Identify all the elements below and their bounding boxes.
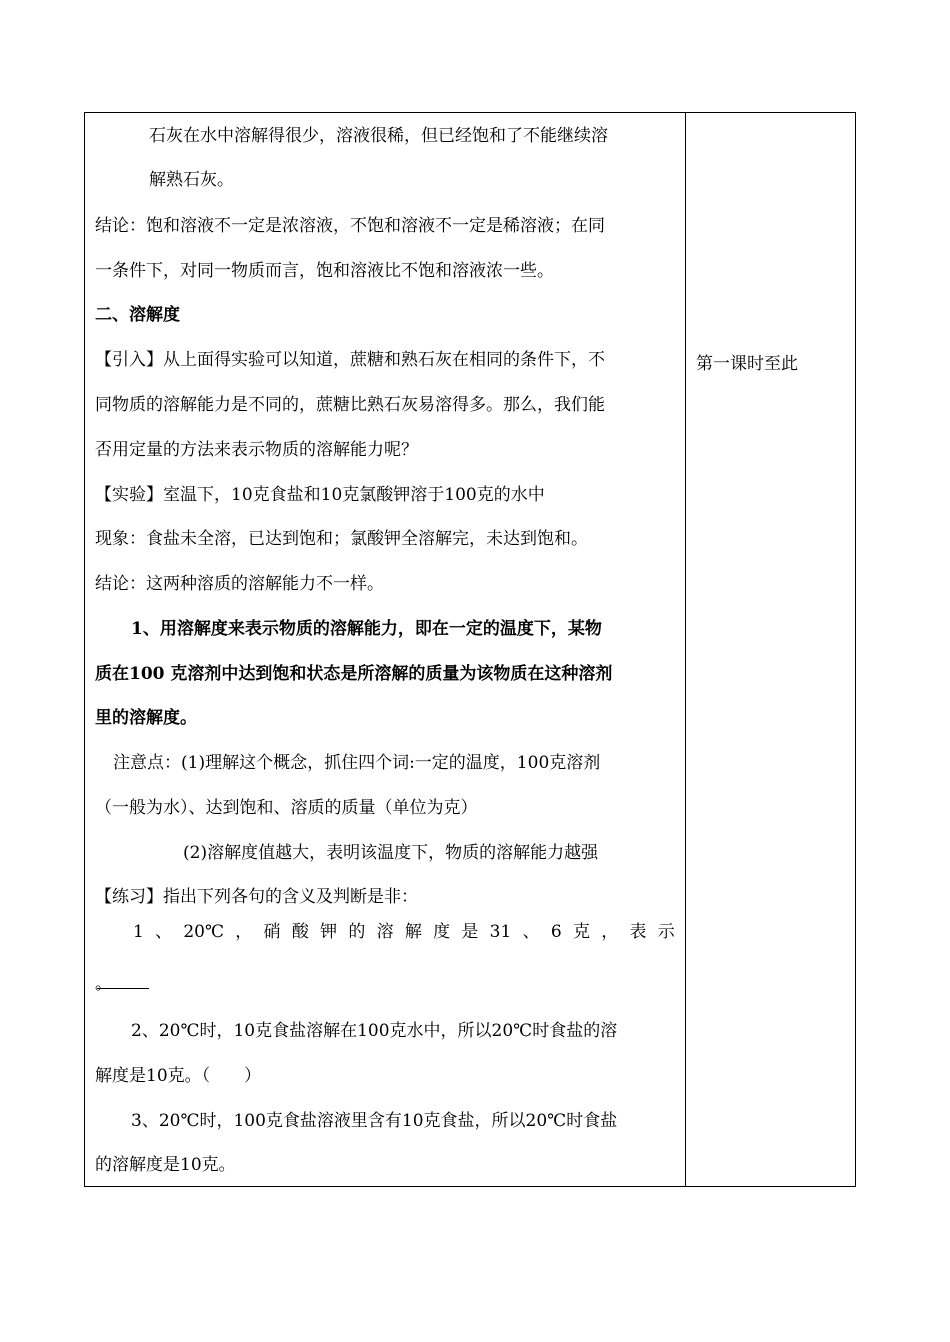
definition-line: 1、用溶解度来表示物质的溶解能力，即在一定的温度下，某物	[131, 619, 602, 639]
text-line: 否用定量的方法来表示物质的溶解能力呢？	[95, 440, 418, 460]
text-line: 结论：饱和溶液不一定是浓溶液，不饱和溶液不一定是稀溶液；在同	[95, 216, 605, 236]
answer-blank-line: 。	[95, 973, 112, 995]
column-divider	[685, 113, 686, 1186]
text-line: 的溶解度是10克。	[95, 1155, 236, 1175]
lesson-table	[84, 112, 856, 1187]
text-line: 解度是10克。（ ）	[95, 1066, 262, 1086]
text-line: 结论：这两种溶质的溶解能力不一样。	[95, 574, 384, 594]
text-line: （一般为水）、达到饱和、溶质的质量（单位为克）	[95, 798, 478, 818]
text-line: 2、20℃时，10克食盐溶解在100克水中，所以20℃时食盐的溶	[131, 1021, 618, 1041]
side-note: 第一课时至此	[696, 354, 798, 374]
definition-line: 里的溶解度。	[95, 708, 197, 728]
text-line: 同物质的溶解能力是不同的，蔗糖比熟石灰易溶得多。那么，我们能	[95, 395, 605, 415]
text-line: 注意点：(1)理解这个概念，抓住四个词:一定的温度，100克溶剂	[113, 753, 601, 773]
exercise-1-line: 1 、 20℃ ， 硝 酸 钾 的 溶 解 度 是 31 、 6 克 ， 表 示	[133, 922, 675, 942]
text-line: 解熟石灰。	[149, 170, 234, 190]
text-line: 石灰在水中溶解得很少，溶液很稀，但已经饱和了不能继续溶	[149, 126, 608, 146]
text-line: 【引入】从上面得实验可以知道，蔗糖和熟石灰在相同的条件下，不	[95, 350, 605, 370]
text-line: (2)溶解度值越大，表明该温度下，物质的溶解能力越强	[183, 843, 599, 863]
text-line: 一条件下，对同一物质而言，饱和溶液比不饱和溶液浓一些。	[95, 261, 554, 281]
text-line: 3、20℃时，100克食盐溶液里含有10克食盐，所以20℃时食盐	[131, 1111, 618, 1131]
definition-line: 质在100 克溶剂中达到饱和状态是所溶解的质量为该物质在这种溶剂	[95, 664, 613, 684]
text-line: 【实验】室温下，10克食盐和10克氯酸钾溶于100克的水中	[95, 485, 545, 505]
text-line: 【练习】指出下列各句的含义及判断是非：	[95, 887, 418, 907]
text-line: 现象：食盐未全溶，已达到饱和；氯酸钾全溶解完，未达到饱和。	[95, 529, 588, 549]
section-heading: 二、溶解度	[95, 305, 180, 325]
